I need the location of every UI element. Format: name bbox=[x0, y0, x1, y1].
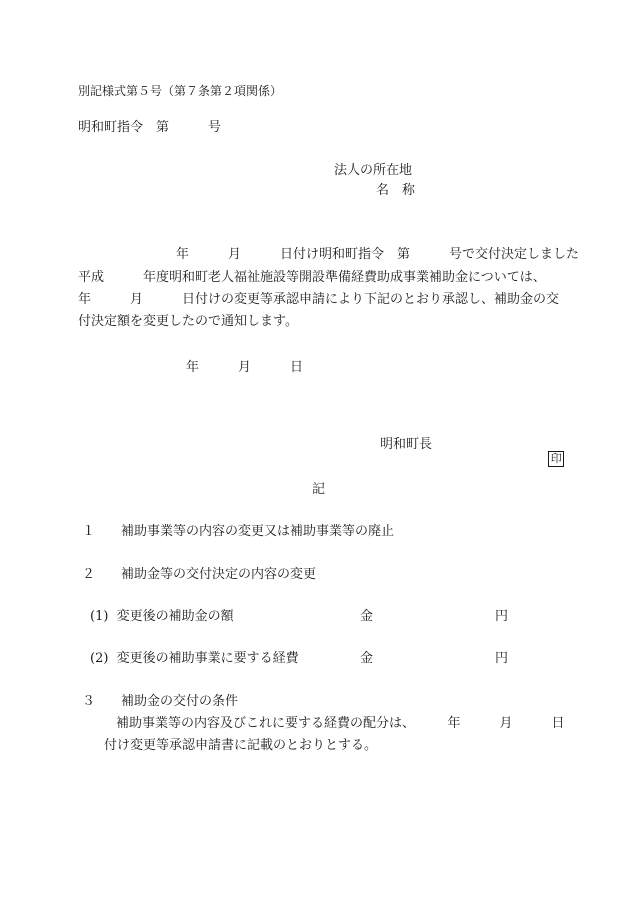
item-3-text-line-2: 付け変更等承認申請書に記載のとおりとする。 bbox=[104, 738, 378, 753]
sub-item-2-label: (2) 変更後の補助事業に要する経費 bbox=[90, 651, 299, 666]
body-line-2: 平成 年度明和町老人福祉施設等開設準備経費助成事業補助金については、 bbox=[78, 270, 546, 285]
body-line-4: 付決定額を変更したので通知します。 bbox=[78, 314, 298, 329]
date-line: 年 月 日 bbox=[186, 360, 304, 375]
sub-item-2-yen: 円 bbox=[495, 651, 509, 666]
item-3: ３ 補助金の交付の条件 bbox=[82, 694, 239, 709]
recipient-name-label: 名 称 bbox=[376, 183, 416, 198]
sub-item-1-yen: 円 bbox=[495, 609, 509, 624]
ki-heading: 記 bbox=[312, 482, 326, 497]
sub-item-1-label: (1) 変更後の補助金の額 bbox=[90, 609, 234, 624]
recipient-address-label: 法人の所在地 bbox=[334, 163, 413, 178]
body-line-3: 年 月 日付けの変更等承認申請により下記のとおり承認し、補助金の交 bbox=[78, 292, 560, 307]
seal-mark bbox=[540, 435, 564, 467]
seal-glyph: 印 bbox=[548, 451, 564, 467]
notice-number: 明和町指令 第 号 bbox=[78, 120, 222, 135]
sub-item-1-kin: 金 bbox=[360, 609, 374, 624]
item-2: ２ 補助金等の交付決定の内容の変更 bbox=[82, 567, 317, 582]
sub-item-2-kin: 金 bbox=[360, 651, 374, 666]
form-id: 別記様式第５号（第７条第２項関係） bbox=[78, 84, 283, 98]
body-line-1: 年 月 日付け明和町指令 第 号で交付決定しました bbox=[176, 247, 580, 262]
issuer-title: 明和町長 bbox=[380, 437, 433, 452]
item-1: １ 補助事業等の内容の変更又は補助事業等の廃止 bbox=[82, 524, 395, 539]
item-3-text-line-1: 補助事業等の内容及びこれに要する経費の配分は、 年 月 日 bbox=[116, 716, 565, 731]
